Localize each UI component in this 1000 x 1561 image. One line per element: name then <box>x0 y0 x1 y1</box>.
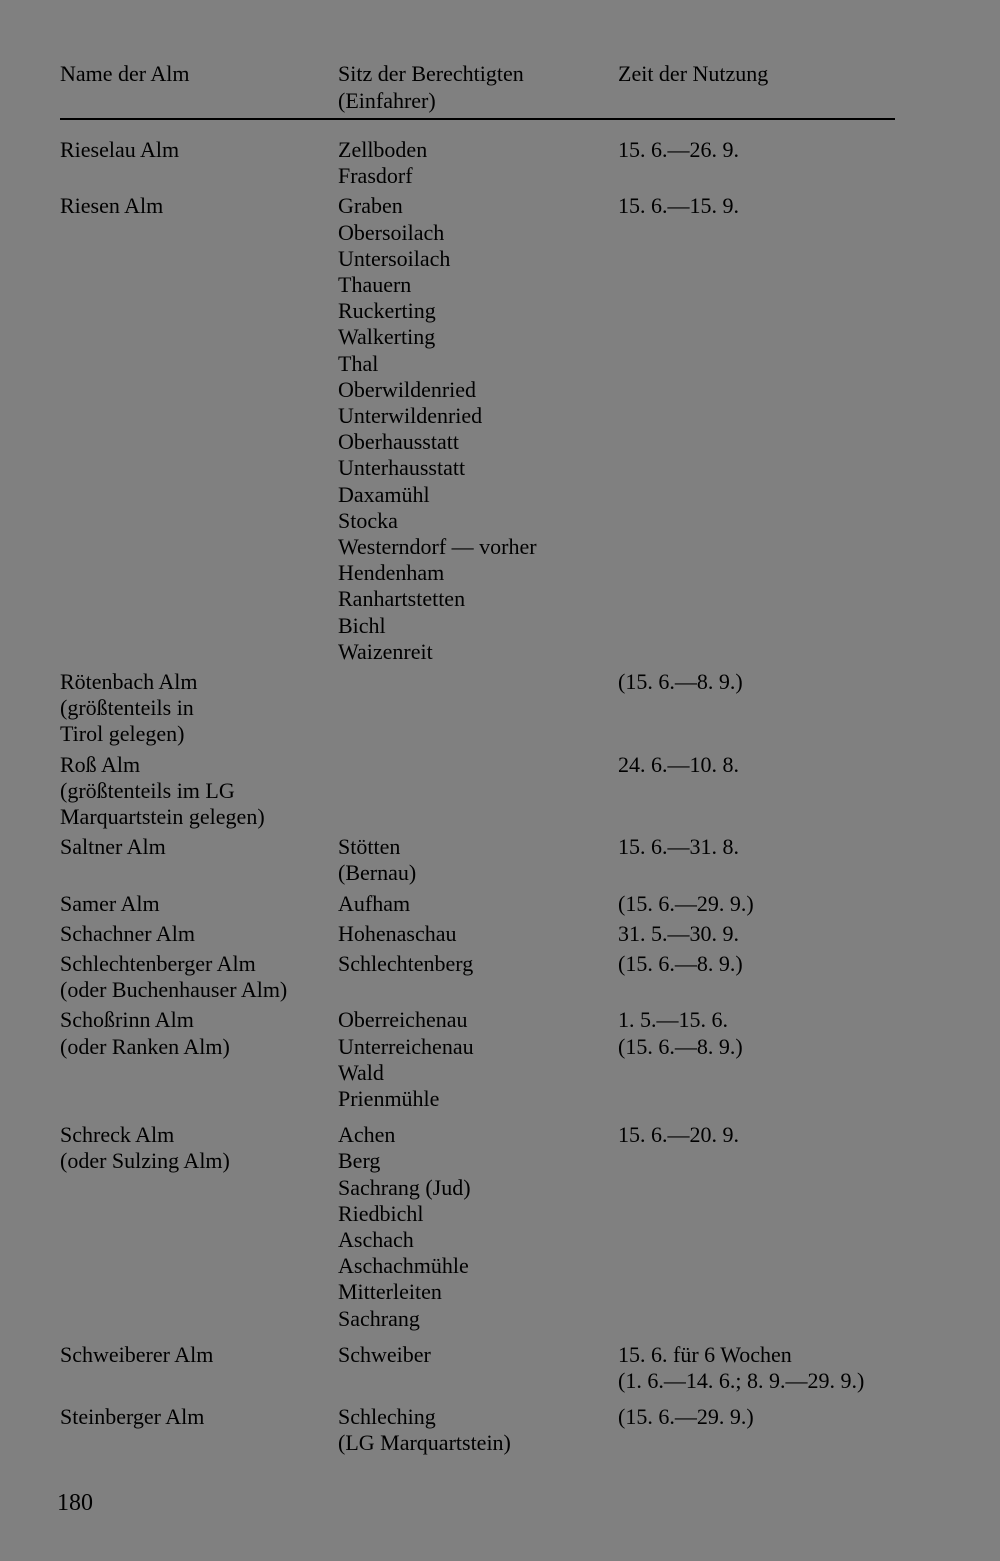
header-time-cell <box>618 60 908 87</box>
place-name: Obersoilach <box>338 219 445 245</box>
table-row <box>60 669 895 748</box>
usage-time-cell <box>618 193 908 219</box>
usage-time-cell <box>618 752 908 778</box>
usage-time: 1. 5.—15. 6. <box>618 1007 728 1033</box>
usage-time: (1. 6.—14. 6.; 8. 9.—29. 9.) <box>618 1367 865 1393</box>
usage-time-cell <box>618 1007 908 1059</box>
place-cell <box>338 137 618 189</box>
alm-name: Rötenbach Alm <box>60 668 198 694</box>
usage-time-cell <box>618 1404 908 1430</box>
place-cell <box>338 1342 618 1368</box>
alm-name: Steinberger Alm <box>60 1404 205 1430</box>
place-name: Waizenreit <box>338 638 433 664</box>
usage-time: 15. 6.—26. 9. <box>618 137 739 162</box>
usage-time: (15. 6.—29. 9.) <box>618 1404 754 1430</box>
alm-name-cell <box>60 891 330 917</box>
alm-name: Tirol gelegen) <box>60 721 185 747</box>
usage-time-cell <box>618 951 908 977</box>
usage-time: (15. 6.—8. 9.) <box>618 668 743 694</box>
place-name: Sachrang <box>338 1305 420 1331</box>
place-name: Bichl <box>338 612 386 638</box>
table-row <box>60 834 895 886</box>
header-name-cell <box>60 60 330 87</box>
place-name: (Bernau) <box>338 860 417 886</box>
usage-time-cell <box>618 834 908 860</box>
alm-name: Rieselau Alm <box>60 137 180 162</box>
place-name: Wald <box>338 1059 384 1085</box>
place-name: Graben <box>338 193 403 219</box>
alm-name-cell <box>60 921 330 947</box>
place-name: Mitterleiten <box>338 1279 442 1305</box>
place-name: Unterreichenau <box>338 1033 474 1059</box>
table-row <box>60 921 895 947</box>
alm-name: (oder Buchenhauser Alm) <box>60 977 288 1003</box>
alm-name: Schoßrinn Alm <box>60 1007 194 1033</box>
place-name: Hohenaschau <box>338 920 457 946</box>
alm-name: (oder Ranken Alm) <box>60 1033 230 1059</box>
alm-name: Marquartstein gelegen) <box>60 803 265 829</box>
usage-time-cell <box>618 921 908 947</box>
header-label: Name der Alm <box>60 61 190 86</box>
place-name: Prienmühle <box>338 1085 440 1111</box>
place-cell <box>338 951 618 977</box>
place-name: Berg <box>338 1148 381 1174</box>
place-name: Unterhausstatt <box>338 455 466 481</box>
usage-time: 24. 6.—10. 8. <box>618 751 739 777</box>
header-place-cell <box>338 60 618 114</box>
alm-name: (größtenteils in <box>60 695 194 721</box>
alm-name-cell <box>60 951 330 1003</box>
place-name: Schlechtenberg <box>338 950 474 976</box>
usage-time: 15. 6.—31. 8. <box>618 834 739 860</box>
alm-name-cell <box>60 669 330 748</box>
alm-name: Schlechtenberger Alm <box>60 950 256 976</box>
usage-time-cell <box>618 891 908 917</box>
table-body <box>60 137 895 1467</box>
usage-time: 15. 6.—20. 9. <box>618 1122 739 1148</box>
table-row <box>60 752 895 831</box>
alm-name: Schreck Alm <box>60 1122 175 1148</box>
usage-time-cell <box>618 1342 908 1394</box>
header-rule <box>60 118 895 120</box>
place-name: Westerndorf — vorher <box>338 534 537 560</box>
alm-name: Samer Alm <box>60 890 160 916</box>
place-cell <box>338 1122 618 1332</box>
place-name: Aufham <box>338 890 411 916</box>
place-name: Schleching <box>338 1404 436 1430</box>
place-name: Achen <box>338 1122 396 1148</box>
alm-name-cell <box>60 193 330 219</box>
table-row <box>60 1342 895 1394</box>
alm-name: Schweiberer Alm <box>60 1341 214 1367</box>
usage-time: (15. 6.—29. 9.) <box>618 890 754 916</box>
place-name: Stocka <box>338 507 398 533</box>
alm-name-cell <box>60 1342 330 1368</box>
place-cell <box>338 1007 618 1112</box>
place-name: Schweiber <box>338 1341 431 1367</box>
place-name: Oberreichenau <box>338 1007 468 1033</box>
place-name: Aschachmühle <box>338 1253 469 1279</box>
alm-name: Saltner Alm <box>60 834 166 860</box>
place-name: Thal <box>338 350 379 376</box>
table-row <box>60 1122 895 1332</box>
place-name: Daxamühl <box>338 481 430 507</box>
usage-time-cell <box>618 1122 908 1148</box>
place-name: Stötten <box>338 834 401 860</box>
page-number: 180 <box>57 1490 93 1516</box>
table-row <box>60 137 895 189</box>
place-name: Walkerting <box>338 324 436 350</box>
place-name: Ruckerting <box>338 298 436 324</box>
place-name: Ranhartstetten <box>338 586 466 612</box>
alm-name-cell <box>60 1122 330 1174</box>
place-name: Zellboden <box>338 137 428 162</box>
alm-name: Riesen Alm <box>60 193 164 219</box>
usage-time: 15. 6.—15. 9. <box>618 193 739 219</box>
table-row <box>60 1404 895 1456</box>
place-cell <box>338 1404 618 1456</box>
place-cell <box>338 193 618 665</box>
alm-name: Roß Alm <box>60 751 141 777</box>
table-row <box>60 193 895 665</box>
alm-name-cell <box>60 137 330 163</box>
table-row <box>60 951 895 1003</box>
place-name: Frasdorf <box>338 163 413 189</box>
alm-name-cell <box>60 752 330 831</box>
usage-time: 31. 5.—30. 9. <box>618 920 739 946</box>
alm-name: (größtenteils im LG <box>60 777 235 803</box>
place-name: (LG Marquartstein) <box>338 1430 511 1456</box>
header-label: (Einfahrer) <box>338 88 436 113</box>
alm-name: (oder Sulzing Alm) <box>60 1148 230 1174</box>
place-name: Unterwildenried <box>338 403 483 429</box>
usage-time-cell <box>618 669 908 695</box>
usage-time: (15. 6.—8. 9.) <box>618 1033 743 1059</box>
place-name: Thauern <box>338 272 412 297</box>
place-name: Untersoilach <box>338 245 451 271</box>
place-name: Aschach <box>338 1226 414 1252</box>
usage-time: (15. 6.—8. 9.) <box>618 950 743 976</box>
place-name: Sachrang (Jud) <box>338 1174 471 1200</box>
table-row <box>60 1007 895 1112</box>
place-name: Oberhausstatt <box>338 429 459 455</box>
place-name: Riedbichl <box>338 1200 424 1226</box>
place-name: Hendenham <box>338 560 445 586</box>
header-label: Sitz der Berechtigten <box>338 61 524 86</box>
place-cell <box>338 921 618 947</box>
table-row <box>60 891 895 917</box>
alm-name-cell <box>60 834 330 860</box>
place-name: Oberwildenried <box>338 376 477 402</box>
alm-name-cell <box>60 1404 330 1430</box>
usage-time-cell <box>618 137 908 163</box>
alm-name: Schachner Alm <box>60 920 196 946</box>
header-label: Zeit der Nutzung <box>618 61 769 86</box>
place-cell <box>338 834 618 886</box>
usage-time: 15. 6. für 6 Wochen <box>618 1341 792 1367</box>
place-cell <box>338 891 618 917</box>
alm-name-cell <box>60 1007 330 1059</box>
